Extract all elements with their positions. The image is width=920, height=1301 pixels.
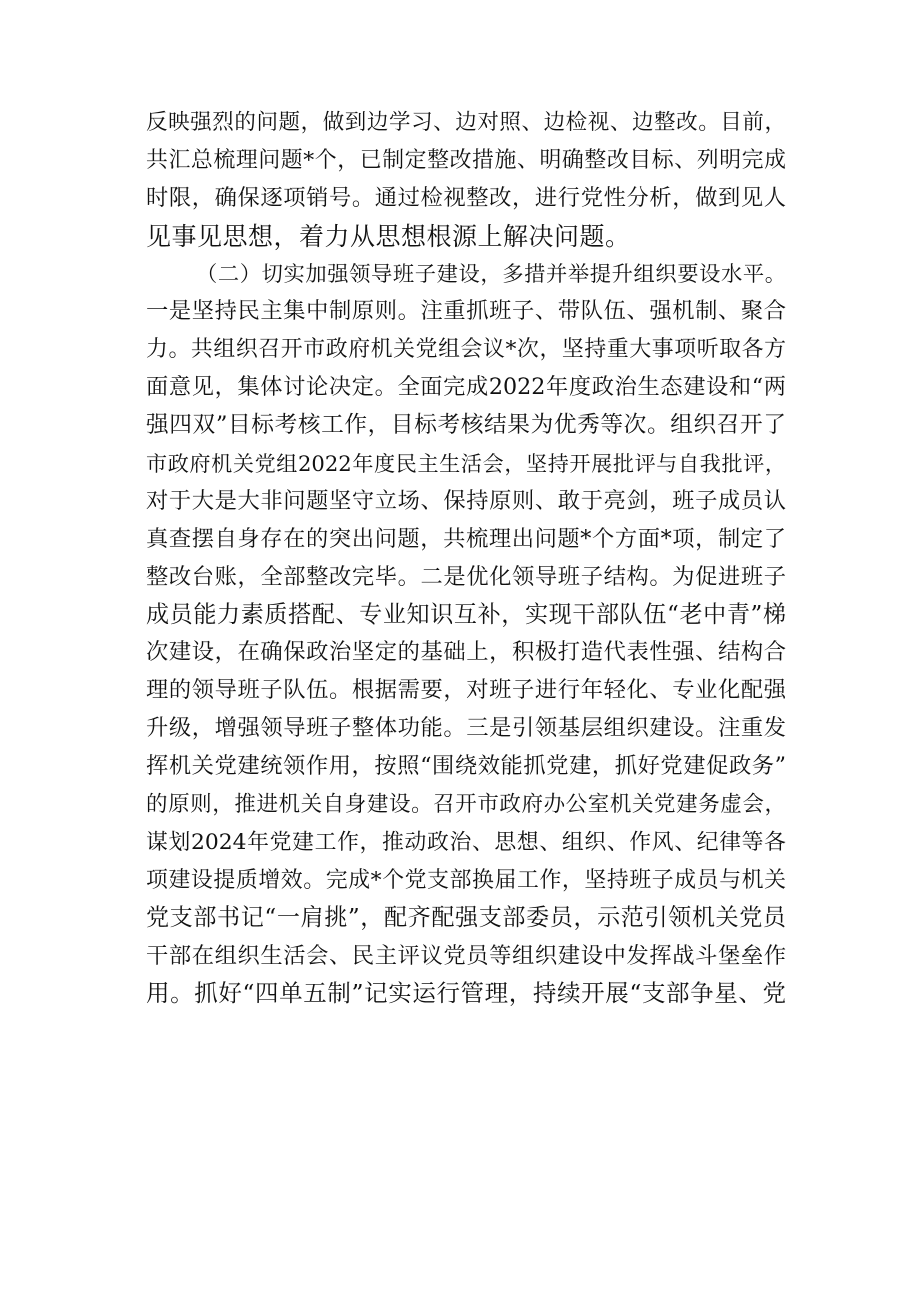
text-line: 反映强烈的问题，做到边学习、边对照、边检视、边整改。目前， [146,110,786,135]
text-line: 挥机关党建统领作用，按照“围绕效能抓党建，抓好党建促政务” [146,753,786,780]
text-line: 对于大是大非问题坚守立场、保持原则、敢于亮剑，班子成员认 [146,487,786,514]
text-line: 成员能力素质搭配、专业知识互补，实现干部队伍“老中青”梯 [146,601,786,628]
text-line: 真查摆自身存在的突出问题，共梳理出问题*个方面*项，制定了 [146,525,786,552]
text-line: 市政府机关党组2022年度民主生活会，坚持开展批评与自我批评， [146,451,786,477]
text-line: 的原则，推进机关自身建设。召开市政府办公室机关党建务虚会， [146,792,786,818]
text-line: 一是坚持民主集中制原则。注重抓班子、带队伍、强机制、聚合 [146,298,786,325]
text-line: 共汇总梳理问题*个，已制定整改措施、明确整改目标、列明完成 [146,147,786,173]
body-text [146,104,786,1013]
text-line: 时限，确保逐项销号。通过检视整改，进行党性分析，做到见人 [146,184,786,211]
text-line: 整改台账，全部整改完毕。二是优化领导班子结构。为促进班子 [146,563,786,590]
text-line: 项建设提质增效。完成*个党支部换届工作，坚持班子成员与机关 [146,867,786,893]
text-line: 理的领导班子队伍。根据需要，对班子进行年轻化、专业化配强 [146,677,786,704]
text-line: 力。共组织召开市政府机关党组会议*次，坚持重大事项听取各方 [146,337,786,363]
section-heading: （二）切实加强领导班子建设，多措并举提升组织要设水平。 [196,261,786,287]
text-line: 干部在组织生活会、民主评议党员等组织建设中发挥战斗堡垒作 [146,942,786,969]
text-line: 用。抓好“四单五制”记实运行管理，持续开展“支部争星、党 [146,979,786,1008]
text-line: 次建设，在确保政治坚定的基础上，积极打造代表性强、结构合 [146,639,786,666]
text-line: 谋划2024年党建工作，推动政治、思想、组织、作风、纪律等各 [146,829,786,855]
text-line: 升级，增强领导班子整体功能。三是引领基层组织建设。注重发 [146,715,786,742]
text-line: 见事见思想，着力从思想根源上解决问题。 [146,221,631,251]
text-line: 党支部书记“一肩挑”，配齐配强支部委员，示范引领机关党员 [146,904,786,931]
text-line: 强四双”目标考核工作，目标考核结果为优秀等次。组织召开了 [146,412,786,439]
text-line: 面意见，集体讨论决定。全面完成2022年度政治生态建设和“两 [146,374,786,401]
